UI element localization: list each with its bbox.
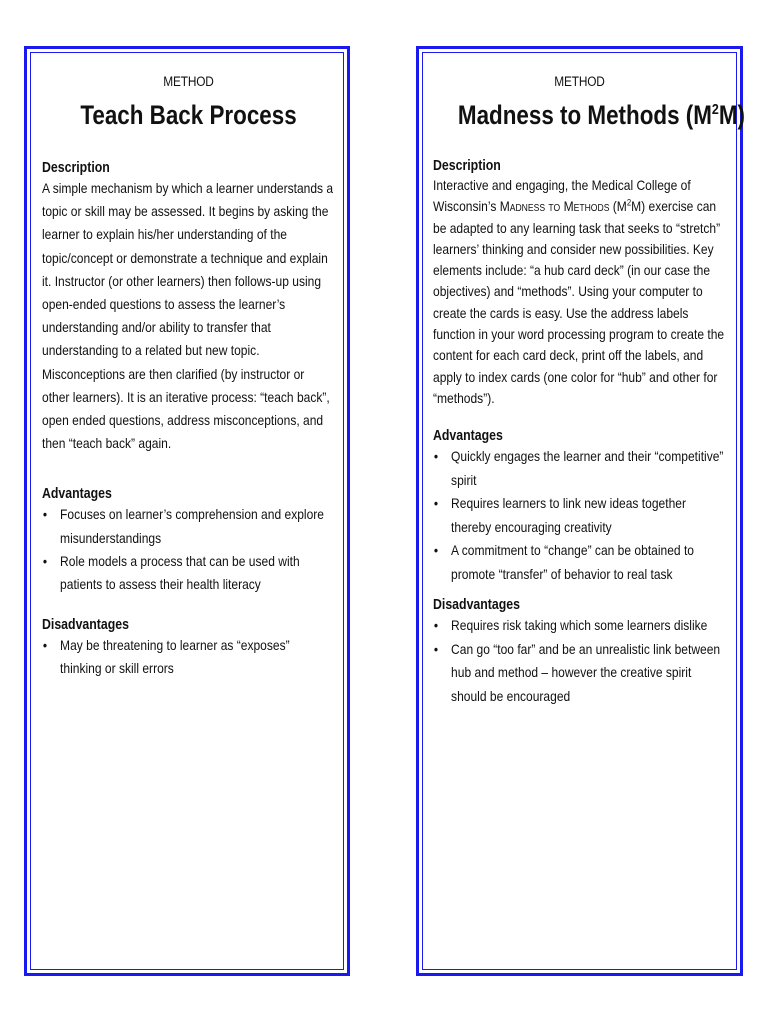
list-item: • A commitment to “change” can be obtained to promote “transfer” of behavior to real task	[433, 539, 725, 586]
bullet-icon: •	[433, 495, 439, 512]
advantages-heading: Advantages	[433, 428, 503, 445]
card-label: METHOD	[163, 74, 214, 89]
list-item: • May be threatening to learner as “exposes” thinking or skill errors	[42, 634, 334, 680]
description-text: Interactive and engaging, the Medical College of Wisconsin’s Madness to Methods $(M^2M)$ exercise can be adapted to any learning task that seeks to “stretch” learners’ thinking and consider new possibilities. Key elements include: “a hub card deck” (in our case the objectives) and “methods”. Using your computer to create the cards is easy. Use the address labels function in your word processing program to create the content for each card deck, print off the labels, and apply to index cards (one color for “hub” and other for “methods”).	[433, 177, 725, 406]
teach-back-card	[24, 46, 350, 976]
card-title: Teach Back Process	[80, 100, 297, 130]
advantages-list	[42, 503, 334, 596]
description-heading: Description	[433, 158, 501, 174]
bullet-icon: •	[433, 542, 439, 559]
list-item: • Can go “too far” and be an unrealistic link between hub and method – however the creative spirit should be encouraged	[433, 638, 725, 709]
bullet-icon: •	[433, 448, 439, 465]
madness-to-methods-card-inner	[422, 52, 745, 970]
list-item: • Requires learners to link new ideas together thereby encouraging creativity	[433, 492, 725, 539]
list-item: • Role models a process that can be used with patients to assess their health literacy	[42, 550, 334, 596]
list-item: • Requires risk taking which some learners dislike	[433, 614, 725, 638]
teach-back-card-inner	[30, 52, 344, 970]
bullet-icon: •	[42, 506, 48, 523]
description-heading: Description	[42, 160, 110, 176]
card-label: METHOD	[554, 74, 605, 89]
bullet-icon: •	[433, 617, 439, 634]
advantages-list	[433, 445, 725, 586]
disadvantages-heading: Disadvantages	[433, 597, 521, 614]
disadvantages-list	[433, 614, 725, 708]
bullet-icon: •	[42, 637, 48, 654]
madness-to-methods-card	[416, 46, 743, 976]
bullet-icon: •	[433, 640, 439, 657]
card-title: Madness to Methods $(M^2M)$	[457, 100, 745, 130]
description-text: A simple mechanism by which a learner understands a topic or skill may be assessed. It begins by asking the learner to explain his/her understanding of the topic/concept or demonstrate a technique and explain it. Instructor (or other learners) then follows-up using open-ended questions to assess the learner’s understanding and/or ability to transfer that understanding to a related but new topic. Misconceptions are then clarified (by instructor or other learners). It is an iterative process: “teach back”, open ended questions, address misconceptions, and then “teach back” again.	[42, 180, 334, 452]
bullet-icon: •	[42, 552, 48, 569]
disadvantages-heading: Disadvantages	[42, 617, 130, 634]
list-item: • Quickly engages the learner and their “competitive” spirit	[433, 445, 725, 492]
list-item: • Focuses on learner’s comprehension and explore misunderstandings	[42, 503, 334, 549]
advantages-heading: Advantages	[42, 486, 112, 503]
disadvantages-list	[42, 634, 334, 680]
